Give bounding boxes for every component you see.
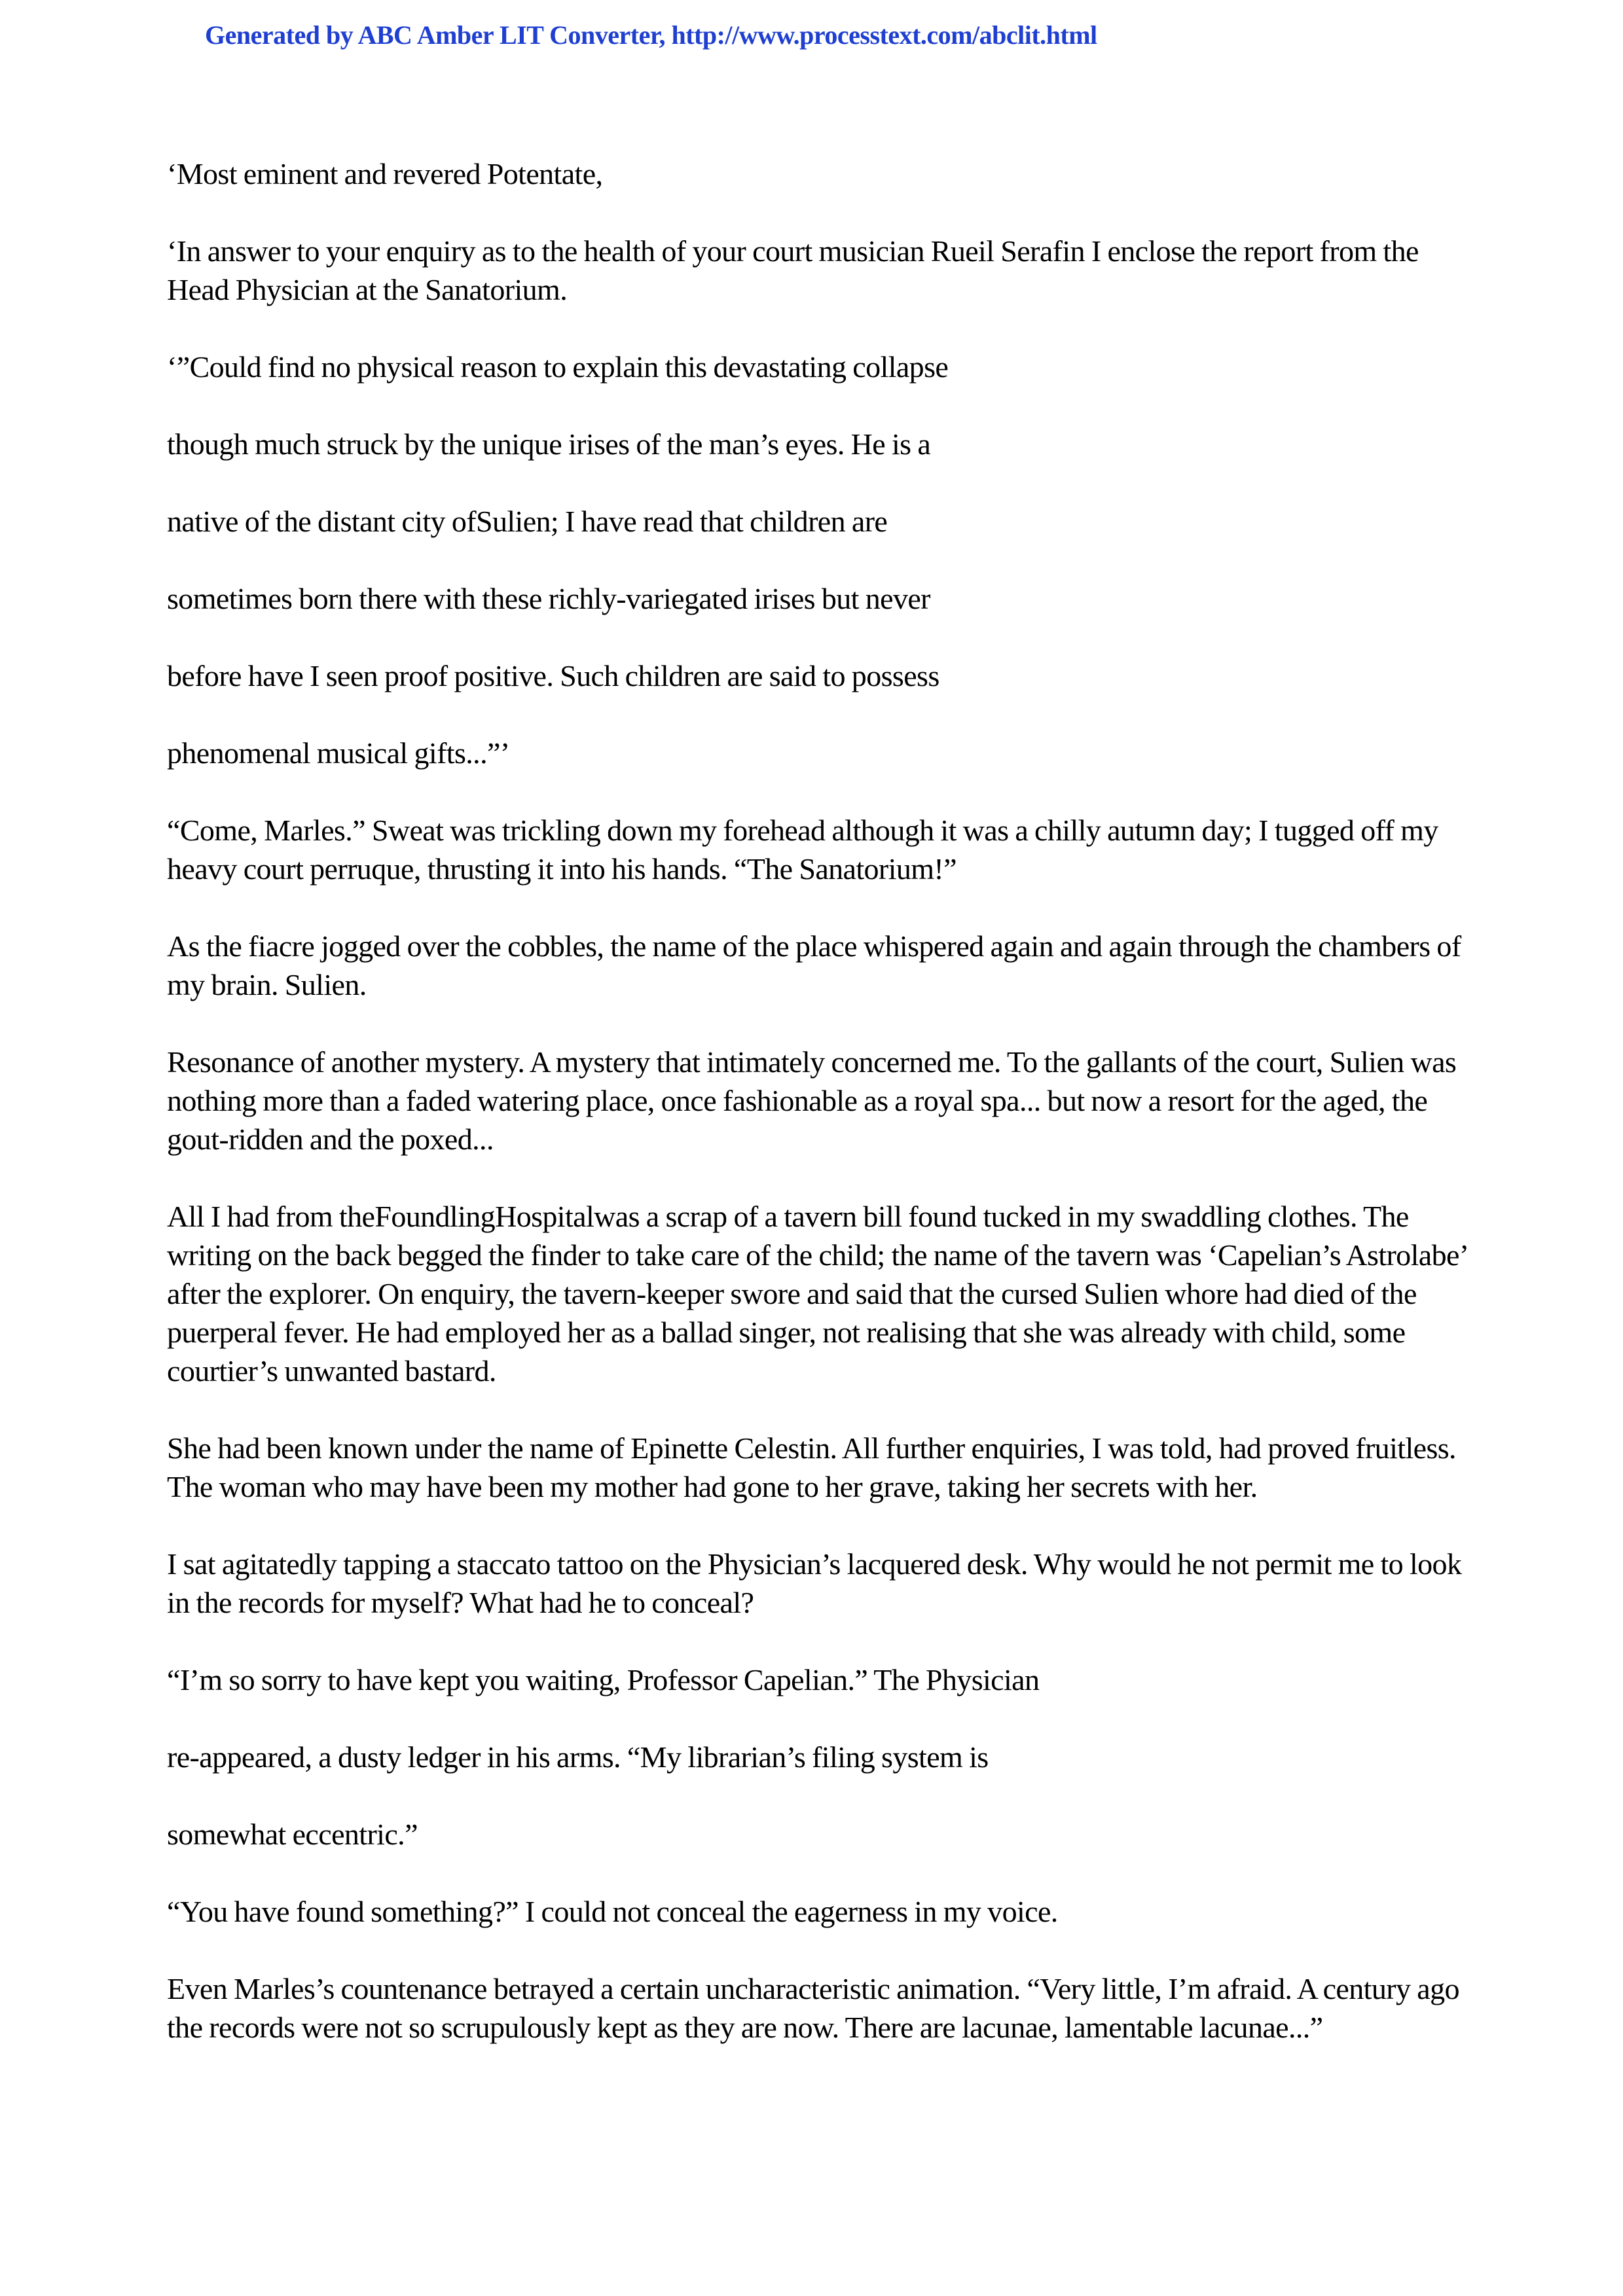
paragraph: As the fiacre jogged over the cobbles, the name of the place whispered again and again through the chambers of my brain. Sulien. [167, 929, 1461, 1001]
paragraph: before have I seen proof positive. Such children are said to possess [167, 659, 939, 692]
paragraph: though much struck by the unique irises of the man’s eyes. He is a [167, 427, 931, 461]
paragraph: native of the distant city ofSulien; I have read that children are [167, 505, 888, 538]
paragraph: somewhat eccentric.” [167, 1818, 418, 1851]
document-body [167, 154, 1476, 2085]
paragraph: “Come, Marles.” Sweat was trickling down my forehead although it was a chilly autumn day; I tugged off my heavy court perruque, thrusting it into his hands. “The Sanatorium!” [167, 814, 1438, 886]
paragraph: ‘Most eminent and revered Potentate, [167, 157, 603, 190]
paragraph: All I had from theFoundlingHospitalwas a scrap of a tavern bill found tucked in my swaddling clothes. The writing on the back begged the finder to take care of the child; the name of the tavern was ‘Capelian’s Astrolabe’ after the explorer. On enquiry, the tavern-keeper swore and said that the cursed Sulien whore had died of the puerperal fever. He had employed her as a ballad singer, not realising that she was already with child, some courtier’s unwanted bastard. [167, 1200, 1467, 1388]
paragraph: “You have found something?” I could not conceal the eagerness in my voice. [167, 1895, 1058, 1928]
paragraph: phenomenal musical gifts...”’ [167, 736, 510, 770]
converter-header-link[interactable]: Generated by ABC Amber LIT Converter, http://www.processtext.com/abclit.html [205, 20, 1097, 50]
paragraph: Even Marles’s countenance betrayed a certain uncharacteristic animation. “Very little, I’m afraid. A century ago the records were not so scrupulously kept as they are now. There are lacunae, lamentable lacunae...” [167, 1972, 1459, 2044]
paragraph: I sat agitatedly tapping a staccato tattoo on the Physician’s lacquered desk. Why would he not permit me to look in the records for myself? What had he to conceal? [167, 1547, 1462, 1619]
paragraph: Resonance of another mystery. A mystery that intimately concerned me. To the gallants of the court, Sulien was nothing more than a faded watering place, once fashionable as a royal spa... but now a resort for the aged, the gout-ridden and the poxed... [167, 1045, 1457, 1156]
paragraph: ‘In answer to your enquiry as to the health of your court musician Rueil Serafin I enclose the report from the Head Physician at the Sanatorium. [167, 234, 1419, 306]
paragraph: re-appeared, a dusty ledger in his arms. “My librarian’s filing system is [167, 1740, 989, 1774]
paragraph: She had been known under the name of Epinette Celestin. All further enquiries, I was told, had proved fruitless. The woman who may have been my mother had gone to her grave, taking her secrets with her. [167, 1431, 1456, 1503]
paragraph: ‘”Could find no physical reason to explain this devastating collapse [167, 350, 949, 384]
paragraph: “I’m so sorry to have kept you waiting, Professor Capelian.” The Physician [167, 1663, 1040, 1696]
paragraph: sometimes born there with these richly-variegated irises but never [167, 582, 930, 615]
